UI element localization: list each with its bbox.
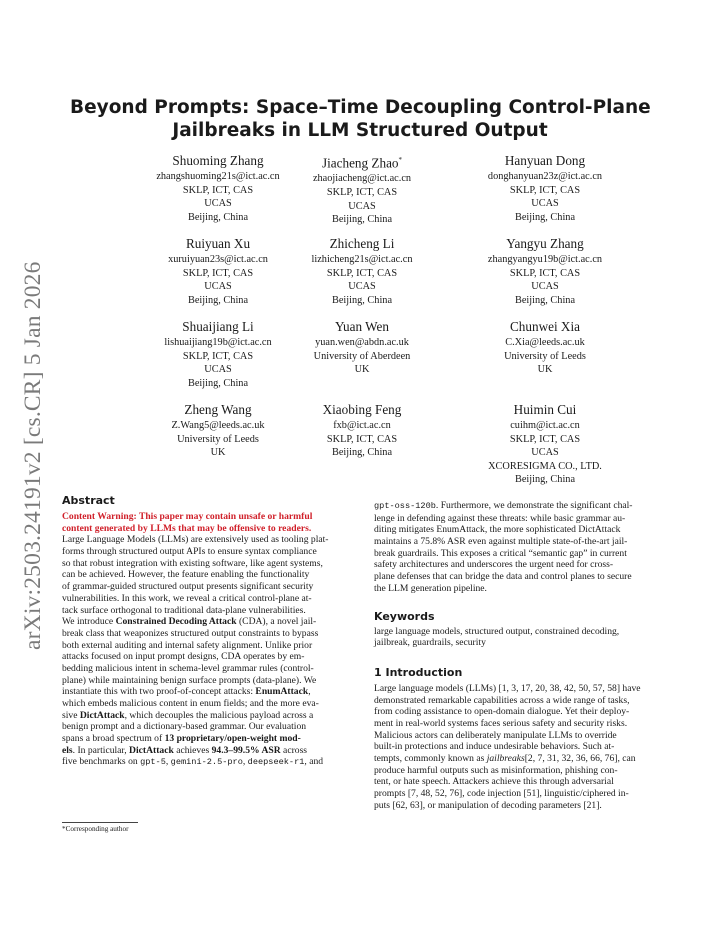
author-affiliation-line: Beijing, China [514, 211, 576, 223]
author-affiliation-line: Beijing, China [514, 474, 576, 486]
abstract-line: maintains a 75.8% ASR even against multiple state-of-the-art jail- [374, 536, 628, 548]
corresponding-author-mark: * [398, 156, 403, 164]
author-affiliation-line: UK [210, 447, 226, 459]
author-affiliation-line: lizhicheng21s@ict.ac.cn [311, 254, 413, 265]
author-affiliation-line: Beijing, China [331, 294, 393, 306]
footnote: *Corresponding author [62, 825, 129, 833]
author-affiliation-line: UCAS [348, 281, 376, 293]
author-affiliation-line: fxb@ict.ac.cn [333, 420, 391, 431]
author-affiliation-line: Z.Wang5@leeds.ac.uk [171, 420, 265, 431]
title-line-1: Beyond Prompts: Space–Time Decoupling Control-Plane [70, 97, 651, 118]
abstract-line: bedding malicious intent in schema-level grammar rules (control- [62, 662, 314, 674]
abstract-line: forms through structured output APIs to ensure syntax compliance [62, 546, 317, 558]
arxiv-identifier: arXiv:2503.24191v2 [cs.CR] 5 Jan 2026 [20, 261, 46, 650]
introduction-text [374, 683, 664, 812]
author-name: Zhicheng Li [329, 236, 395, 251]
introduction-line: tempts, commonly known as jailbreaks[2, 7, 31, 32, 36, 66, 76], can [374, 753, 636, 764]
keywords-line: large language models, structured output, constrained decoding, [374, 625, 620, 637]
introduction-line: prompts [7, 48, 52, 76], code injection [51], linguistic/ciphered in- [374, 788, 629, 800]
introduction-line: Malicious actors can deliberately manipulate LLMs to override [374, 729, 617, 741]
author-affiliation-line: C.Xia@leeds.ac.uk [505, 337, 585, 348]
author-affiliation-line: donghanyuan23z@ict.ac.cn [487, 171, 603, 182]
abstract-line: which embeds malicious content in enum fields; and the more eva- [62, 698, 319, 709]
keywords-text [374, 626, 664, 649]
author-affiliation-line: cuihm@ict.ac.cn [510, 420, 580, 431]
keywords-line: jailbreak, guardrails, security [374, 637, 486, 649]
abstract-line: can be achieved. However, the feature enabling the functionality [62, 569, 310, 581]
abstract-line: both external auditing and internal safety alignment. Unlike prior [62, 639, 313, 651]
left-column [62, 494, 352, 769]
author-affiliation-line: SKLP, ICT, CAS [326, 267, 398, 279]
abstract-line: els. In particular, DictAttack achieves 94.3–99.5% ASR across [62, 744, 308, 756]
content-warning-line-2: content generated by LLMs that may be offensive to readers. [62, 522, 312, 534]
author-affiliation-line: yuan.wen@abdn.ac.uk [315, 337, 409, 348]
abstract-line: benign prompt and a dictionary-based grammar. Our evaluation [62, 721, 307, 733]
author-affiliation-line: SKLP, ICT, CAS [182, 267, 254, 279]
author-affiliation-line: Beijing, China [514, 294, 576, 306]
author-affiliation-line: University of Leeds [177, 433, 259, 445]
author-affiliation-line: SKLP, ICT, CAS [326, 433, 398, 445]
author-affiliation-line: Beijing, China [187, 294, 249, 306]
author-affiliation-line: Beijing, China [331, 214, 393, 226]
author-name: Yuan Wen [335, 319, 389, 334]
author-affiliation-line: zhaojiacheng@ict.ac.cn [312, 173, 412, 185]
introduction-line: from coding assistance to open-domain dialogue. Yet their deploy- [374, 706, 630, 718]
author-entry [445, 318, 645, 377]
author-entry [262, 318, 462, 377]
author-entry [262, 401, 462, 460]
abstract-line: tack surface orthogonal to traditional data-plane vulnerabilities. [62, 604, 306, 616]
author-affiliation-line: zhangshuoming21s@ict.ac.cn [156, 171, 280, 182]
author-affiliation-line: SKLP, ICT, CAS [509, 433, 581, 445]
abstract-line: five benchmarks on gpt-5, gemini-2.5-pro, deepseek-r1, and [62, 756, 324, 768]
author-affiliation-line: University of Aberdeen [313, 350, 411, 362]
introduction-heading: 1 Introduction [374, 665, 463, 679]
author-affiliation-line: UCAS [204, 281, 232, 293]
abstract-line: break class that weaponizes structured output constraints to bypass [62, 627, 319, 639]
author-affiliation-line: UK [354, 364, 370, 376]
author-affiliation-line: Beijing, China [187, 211, 249, 223]
abstract-line: lenge in defending against these threats: while basic grammar au- [374, 512, 626, 524]
author-entry [262, 152, 462, 227]
introduction-line: Large language models (LLMs) [1, 3, 17, 20, 38, 42, 50, 57, 58] have [374, 682, 641, 694]
author-affiliation-line: UCAS [204, 198, 232, 210]
introduction-line: demonstrated remarkable capabilities across a wide range of tasks, [374, 694, 630, 706]
author-affiliation-line: SKLP, ICT, CAS [509, 267, 581, 279]
abstract-line: vulnerabilities. In this work, we reveal a critical control-plane at- [62, 592, 312, 604]
author-name: Chunwei Xia [510, 319, 580, 334]
abstract-line: the LLM generation pipeline. [374, 582, 487, 594]
introduction-line: ment in real-world systems faces serious safety and security risks. [374, 717, 628, 729]
author-affiliation-line: UCAS [348, 200, 376, 212]
introduction-line: tent, or hate speech. Attackers achieve this through adversarial [374, 776, 614, 788]
abstract-line: safety architectures and underscores the urgent need for cross- [374, 559, 614, 571]
author-affiliation-line: SKLP, ICT, CAS [509, 184, 581, 196]
author-name: Yangyu Zhang [506, 236, 584, 251]
author-affiliation-line: UCAS [531, 447, 559, 459]
author-affiliation-line: UCAS [531, 198, 559, 210]
author-name: Huimin Cui [513, 402, 577, 417]
abstract-line: diting mitigates EnumAttack, the more sophisticated DictAttack [374, 524, 621, 536]
author-affiliation-line: zhangyangyu19b@ict.ac.cn [487, 254, 603, 265]
content-warning-line-1: Content Warning: This paper may contain unsafe or harmful [62, 511, 313, 522]
author-affiliation-line: UCAS [531, 281, 559, 293]
abstract-line: gpt-oss-120b. Furthermore, we demonstrate the significant chal- [374, 500, 633, 511]
abstract-line: attacks focused on input prompt designs, CDA operates by em- [62, 651, 305, 663]
abstract-line: of grammar-guided structured output presents significant security [62, 581, 314, 593]
author-affiliation-line: Beijing, China [187, 377, 249, 389]
author-affiliation-line: University of Leeds [504, 350, 586, 362]
abstract-line: We introduce Constrained Decoding Attack (CDA), a novel jail- [62, 616, 317, 628]
abstract-line: so that robust integration with existing software, like agent systems, [62, 557, 323, 569]
author-entry [262, 235, 462, 307]
abstract-line: plane) while maintaining benign surface prompts (data-plane). We [62, 674, 317, 686]
abstract-continuation [374, 500, 664, 595]
right-column [374, 500, 664, 811]
abstract-heading: Abstract [62, 494, 115, 507]
author-entry [445, 152, 645, 224]
author-entry [445, 401, 645, 487]
keywords-heading: Keywords [374, 609, 435, 623]
author-affiliation-line: xuruiyuan23s@ict.ac.cn [168, 254, 268, 265]
title-line-2: Jailbreaks in LLM Structured Output [172, 120, 548, 141]
author-affiliation-line: Beijing, China [331, 447, 393, 459]
author-name: Hanyuan Dong [504, 153, 586, 168]
author-name: Xiaobing Feng [322, 402, 402, 417]
author-name: Shuaijiang Li [182, 319, 254, 334]
author-name: Jiacheng Zhao* [321, 155, 403, 171]
author-affiliation-line: SKLP, ICT, CAS [182, 350, 254, 362]
author-affiliation-line: lishuaijiang19b@ict.ac.cn [164, 337, 272, 348]
abstract-line: Large Language Models (LLMs) are extensively used as tooling plat- [62, 534, 329, 546]
abstract-line: sive DictAttack, which decouples the malicious payload across a [62, 709, 314, 721]
abstract-text [62, 511, 352, 769]
paper-title [70, 96, 650, 142]
introduction-line: puts [62, 63], or manipulation of decoding parameters [21]. [374, 799, 602, 811]
author-entry [445, 235, 645, 307]
author-name: Zheng Wang [184, 402, 252, 417]
abstract-line: plane defenses that can bridge the data and control planes to secure [374, 571, 632, 583]
author-affiliation-line: SKLP, ICT, CAS [182, 184, 254, 196]
abstract-line: instantiate this with two proof-of-concept attacks: EnumAttack, [62, 686, 311, 698]
author-affiliation-line: SKLP, ICT, CAS [326, 186, 398, 198]
footnote-rule [62, 822, 138, 823]
introduction-line: produce harmful outputs such as misinformation, phishing con- [374, 764, 618, 776]
author-name: Ruiyuan Xu [185, 236, 251, 251]
author-affiliation-line: UCAS [204, 364, 232, 376]
author-affiliation-line: UK [537, 364, 553, 376]
author-affiliation-line: XCORESIGMA CO., LTD. [488, 460, 602, 472]
introduction-line: built-in protections and induce undesirable behaviors. Such at- [374, 741, 615, 753]
abstract-line: spans a broad spectrum of 13 proprietary/open-weight mod- [62, 733, 301, 745]
abstract-line: break guardrails. This exposes a critical “semantic gap” in current [374, 547, 627, 559]
author-name: Shuoming Zhang [172, 153, 264, 168]
